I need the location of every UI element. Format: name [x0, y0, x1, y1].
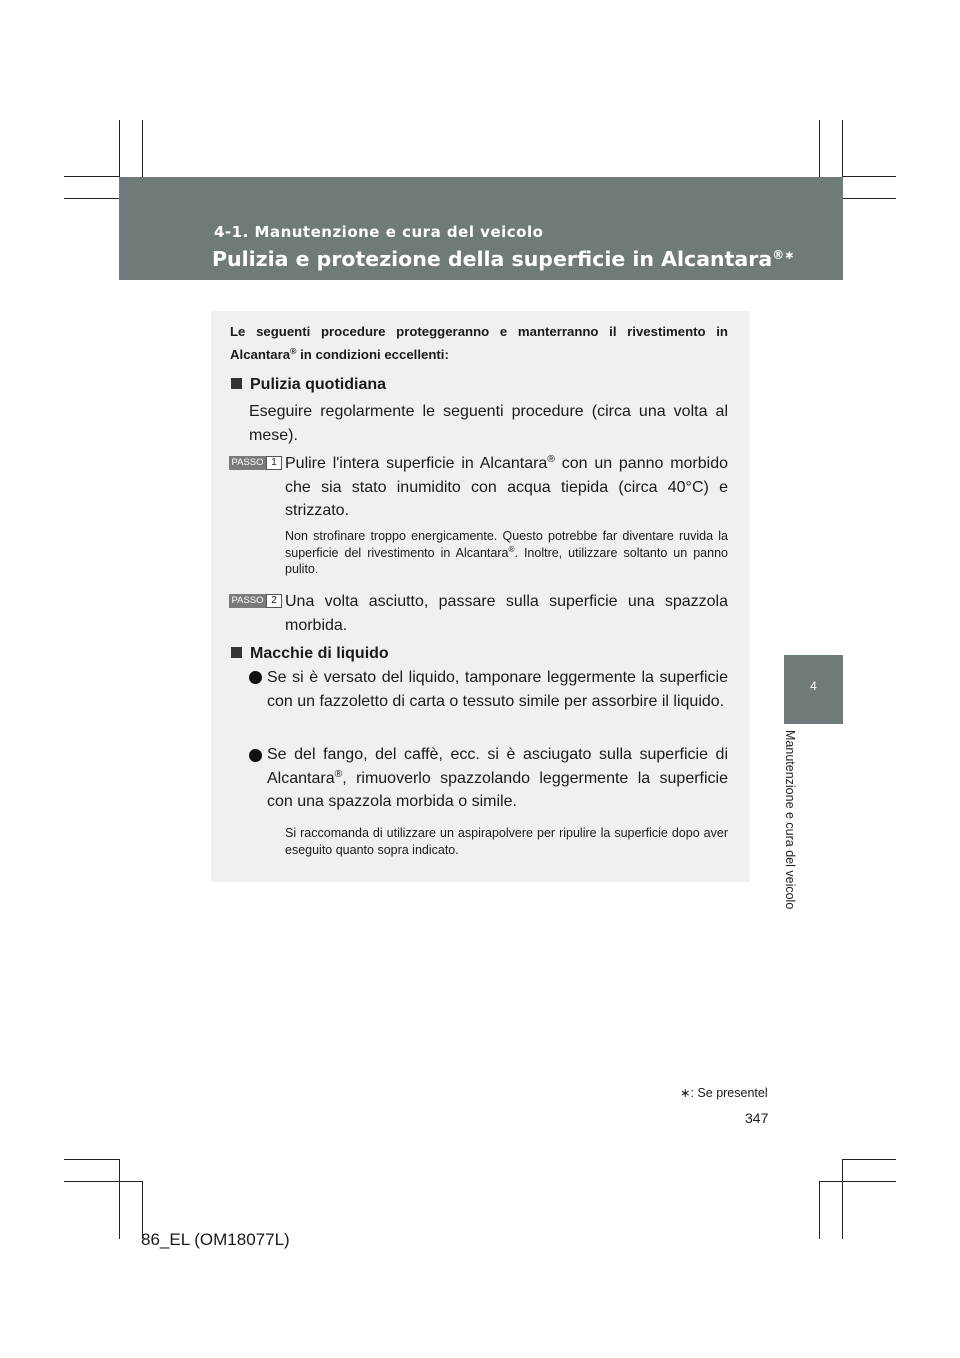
step-1-note: Non strofinare troppo energicamente. Questo potrebbe far diventare ruvida la superficie del rivestimento in Alcantara®. Inoltre, utilizzare soltanto un panno pulito.: [285, 529, 728, 576]
asterisk-icon: ∗: [680, 1086, 691, 1100]
chapter-number: 4: [810, 679, 817, 693]
step-1-text: Pulire l'intera superficie in Alcantara® con un panno morbido che sia stato inumidito con acqua tiepida (circa 40°C) e strizzato.: [285, 453, 728, 519]
page-title: Pulizia e protezione della superficie in Alcantara®∗: [212, 247, 795, 271]
liquid-stains-heading: Macchie di liquido: [231, 644, 389, 664]
stain-bullet-1: Se si è versato del liquido, tamponare leggermente la superficie con un fazzoletto di carta o tessuto simile per assorbire il liquido.: [267, 669, 728, 710]
step-label: PASSO: [229, 456, 266, 470]
square-bullet-icon: [231, 647, 242, 658]
daily-cleaning-heading: Pulizia quotidiana: [231, 375, 386, 395]
stain-note: Si raccomanda di utilizzare un aspirapolvere per ripulire la superficie dopo aver eseguito quanto sopra indicato.: [285, 826, 728, 857]
intro-text: Le seguenti procedure proteggeranno e manterranno il rivestimento in Alcantara® in condizioni eccellenti:: [230, 324, 728, 362]
page-number: 347: [745, 1110, 769, 1126]
chapter-tab: [784, 655, 843, 724]
step-2-text: Una volta asciutto, passare sulla superficie una spazzola morbida.: [285, 593, 728, 634]
daily-cleaning-text: Eseguire regolarmente le seguenti procedure (circa una volta al mese).: [249, 403, 728, 444]
step-label: PASSO: [229, 594, 266, 608]
step-2-badge: [229, 594, 282, 608]
document-code: 86_EL (OM18077L): [141, 1230, 290, 1249]
step-number: 1: [266, 456, 282, 470]
section-number: 4-1. Manutenzione e cura del veicolo: [214, 223, 544, 241]
round-bullet-icon: [249, 749, 262, 762]
footnote: ∗: Se presentel: [680, 1086, 768, 1100]
stain-bullet-2: Se del fango, del caffè, ecc. si è asciugato sulla superficie di Alcantara®, rimuoverlo spazzolando leggermente la superficie con una spazzola morbida o simile.: [267, 746, 728, 810]
round-bullet-icon: [249, 671, 262, 684]
step-number: 2: [266, 594, 282, 608]
chapter-title: Manutenzione e cura del veicolo: [783, 730, 797, 910]
square-bullet-icon: [231, 378, 242, 389]
step-1-badge: [229, 456, 282, 470]
